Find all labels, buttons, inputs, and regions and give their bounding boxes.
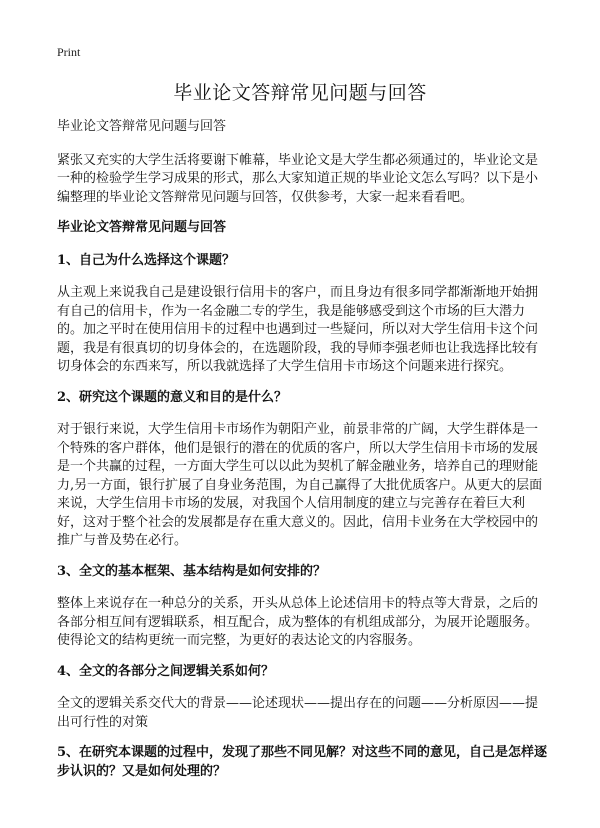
print-link[interactable]: Print [57, 45, 81, 59]
answer-paragraph-2: 对于银行来说，大学生信用卡市场作为朝阳产业，前景非常的广阔，大学生群体是一个特殊的客户群体，他们是银行的潜在的优质的客户，所以大学生信用卡市场的发展是一个共赢的过程，一方面大学生可以以此为契机了解金融业务，培养自己的理财能力,另一方面，银行扩展了自身业务范围，为自己赢得了大批优质客户。从更大的层面来说，大学生信用卡市场的发展，对我国个人信用制度的建立与完善存在着巨大利好，这对于整个社会的发展都是存在重大意义的。因此，信用卡业务在大学校园中的推广与普及势在必行。 [57, 422, 543, 548]
question-heading-5: 5、在研究本课题的过程中，发现了那些不同见解？对这些不同的意见，自己是怎样逐步认识的？又是如何处理的？ [57, 745, 548, 779]
document-body [57, 118, 549, 795]
section-heading: 毕业论文答辩常见问题与回答 [57, 220, 227, 235]
answer-paragraph-4: 全文的逻辑关系交代大的背景——论述现状——提出存在的问题——分析原因——提出可行性的对策 [57, 696, 539, 730]
question-heading-2: 2、研究这个课题的意义和目的是什么？ [57, 389, 288, 405]
question-heading-3: 3、全文的基本框架、基本结构是如何安排的？ [57, 563, 327, 579]
intro-paragraph: 紧张又充实的大学生活将要谢下帷幕，毕业论文是大学生都必须通过的，毕业论文是一种的检验学生学习成果的形式，那么大家知道正规的毕业论文怎么写吗？以下是小编整理的毕业论文答辩常见问题与回答，仅供参考，大家一起来看看吧。 [57, 152, 539, 205]
answer-paragraph-1: 从主观上来说我自己是建设银行信用卡的客户，而且身边有很多同学都渐渐地开始拥有自己的信用卡，作为一名金融二专的学生，我是能够感受到这个市场的巨大潜力的。加之平时在使用信用卡的过程中也遇到过一些疑问，所以对大学生信用卡这个问题，我是有很真切的切身体会的，在选题阶段，我的导师李强老师也让我选择比较有切身体会的东西来写，所以我就选择了大学生信用卡市场这个问题来进行探究。 [57, 285, 539, 374]
question-heading-4: 4、全文的各部分之间逻辑关系如何？ [57, 663, 275, 679]
page-title: 毕业论文答辩常见问题与回答 [173, 82, 427, 104]
answer-paragraph-3: 整体上来说存在一种总分的关系，开头从总体上论述信用卡的特点等大背景，之后的各部分相互间有逻辑联系，相互配合，成为整体的有机组成部分，为展开论题服务。使得论文的结构更统一而完整，为更好的表达论文的内容服务。 [57, 596, 539, 648]
document-subtitle: 毕业论文答辩常见问题与回答 [57, 119, 227, 134]
question-heading-1: 1、自己为什么选择这个课题？ [57, 252, 236, 268]
